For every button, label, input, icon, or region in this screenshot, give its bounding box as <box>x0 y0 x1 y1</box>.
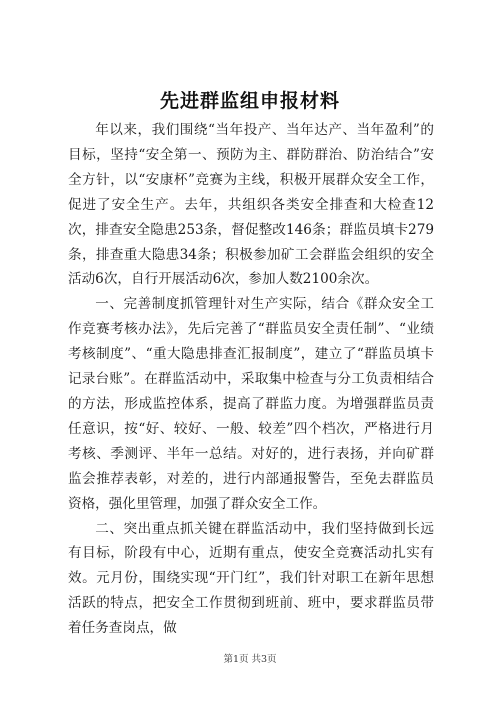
paragraph-intro: 年以来，我们围绕“当年投产、当年达产、当年盈利”的目标，坚持“安全第一、预防为主、群防群治、防治结合”安全方针，以“安康杯”竞赛为主线，积极开展群众安全工作，促进了安全生产。去年，共组织各类安全排查和大检查12次，排查安全隐患253条，督促整改146条；群监员填卡279条，排查重大隐患34条；积极参加矿工会群监会组织的安全活动6次，自行开展活动6次，参加人数2100余次。 <box>68 122 434 288</box>
paragraph-section-two: 二、突出重点抓关键在群监活动中，我们坚持做到长远有目标，阶段有中心，近期有重点，使安全竞赛活动扎实有效。元月份，围绕实现“开门红”，我们针对职工在新年思想活跃的特点，把安全工作贯彻到班前、班中，要求群监员带着任务查岗点，做 <box>68 520 434 637</box>
document-body <box>68 118 434 641</box>
document-title: 先进群监组申报材料 <box>159 90 340 112</box>
paragraph-section-one: 一、完善制度抓管理针对生产实际，结合《群众安全工作竞赛考核办法》，先后完善了“群监员安全责任制”、“业绩考核制度”、“重大隐患排查汇报制度”，建立了“群监员填卡记录台账”。在群监活动中，采取集中检查与分工负责相结合的方法，形成监控体系，提高了群监力度。为增强群监员责任意识，按“好、较好、一般、较差”四个档次，严格进行月考核、季测评、半年一总结。对好的，进行表扬，并向矿群监会推荐表彰，对差的，进行内部通报警告，至免去群监员资格，强化里管理，加强了群众安全工作。 <box>68 296 434 512</box>
page-number-footer: 第1页 共3页 <box>223 654 277 665</box>
